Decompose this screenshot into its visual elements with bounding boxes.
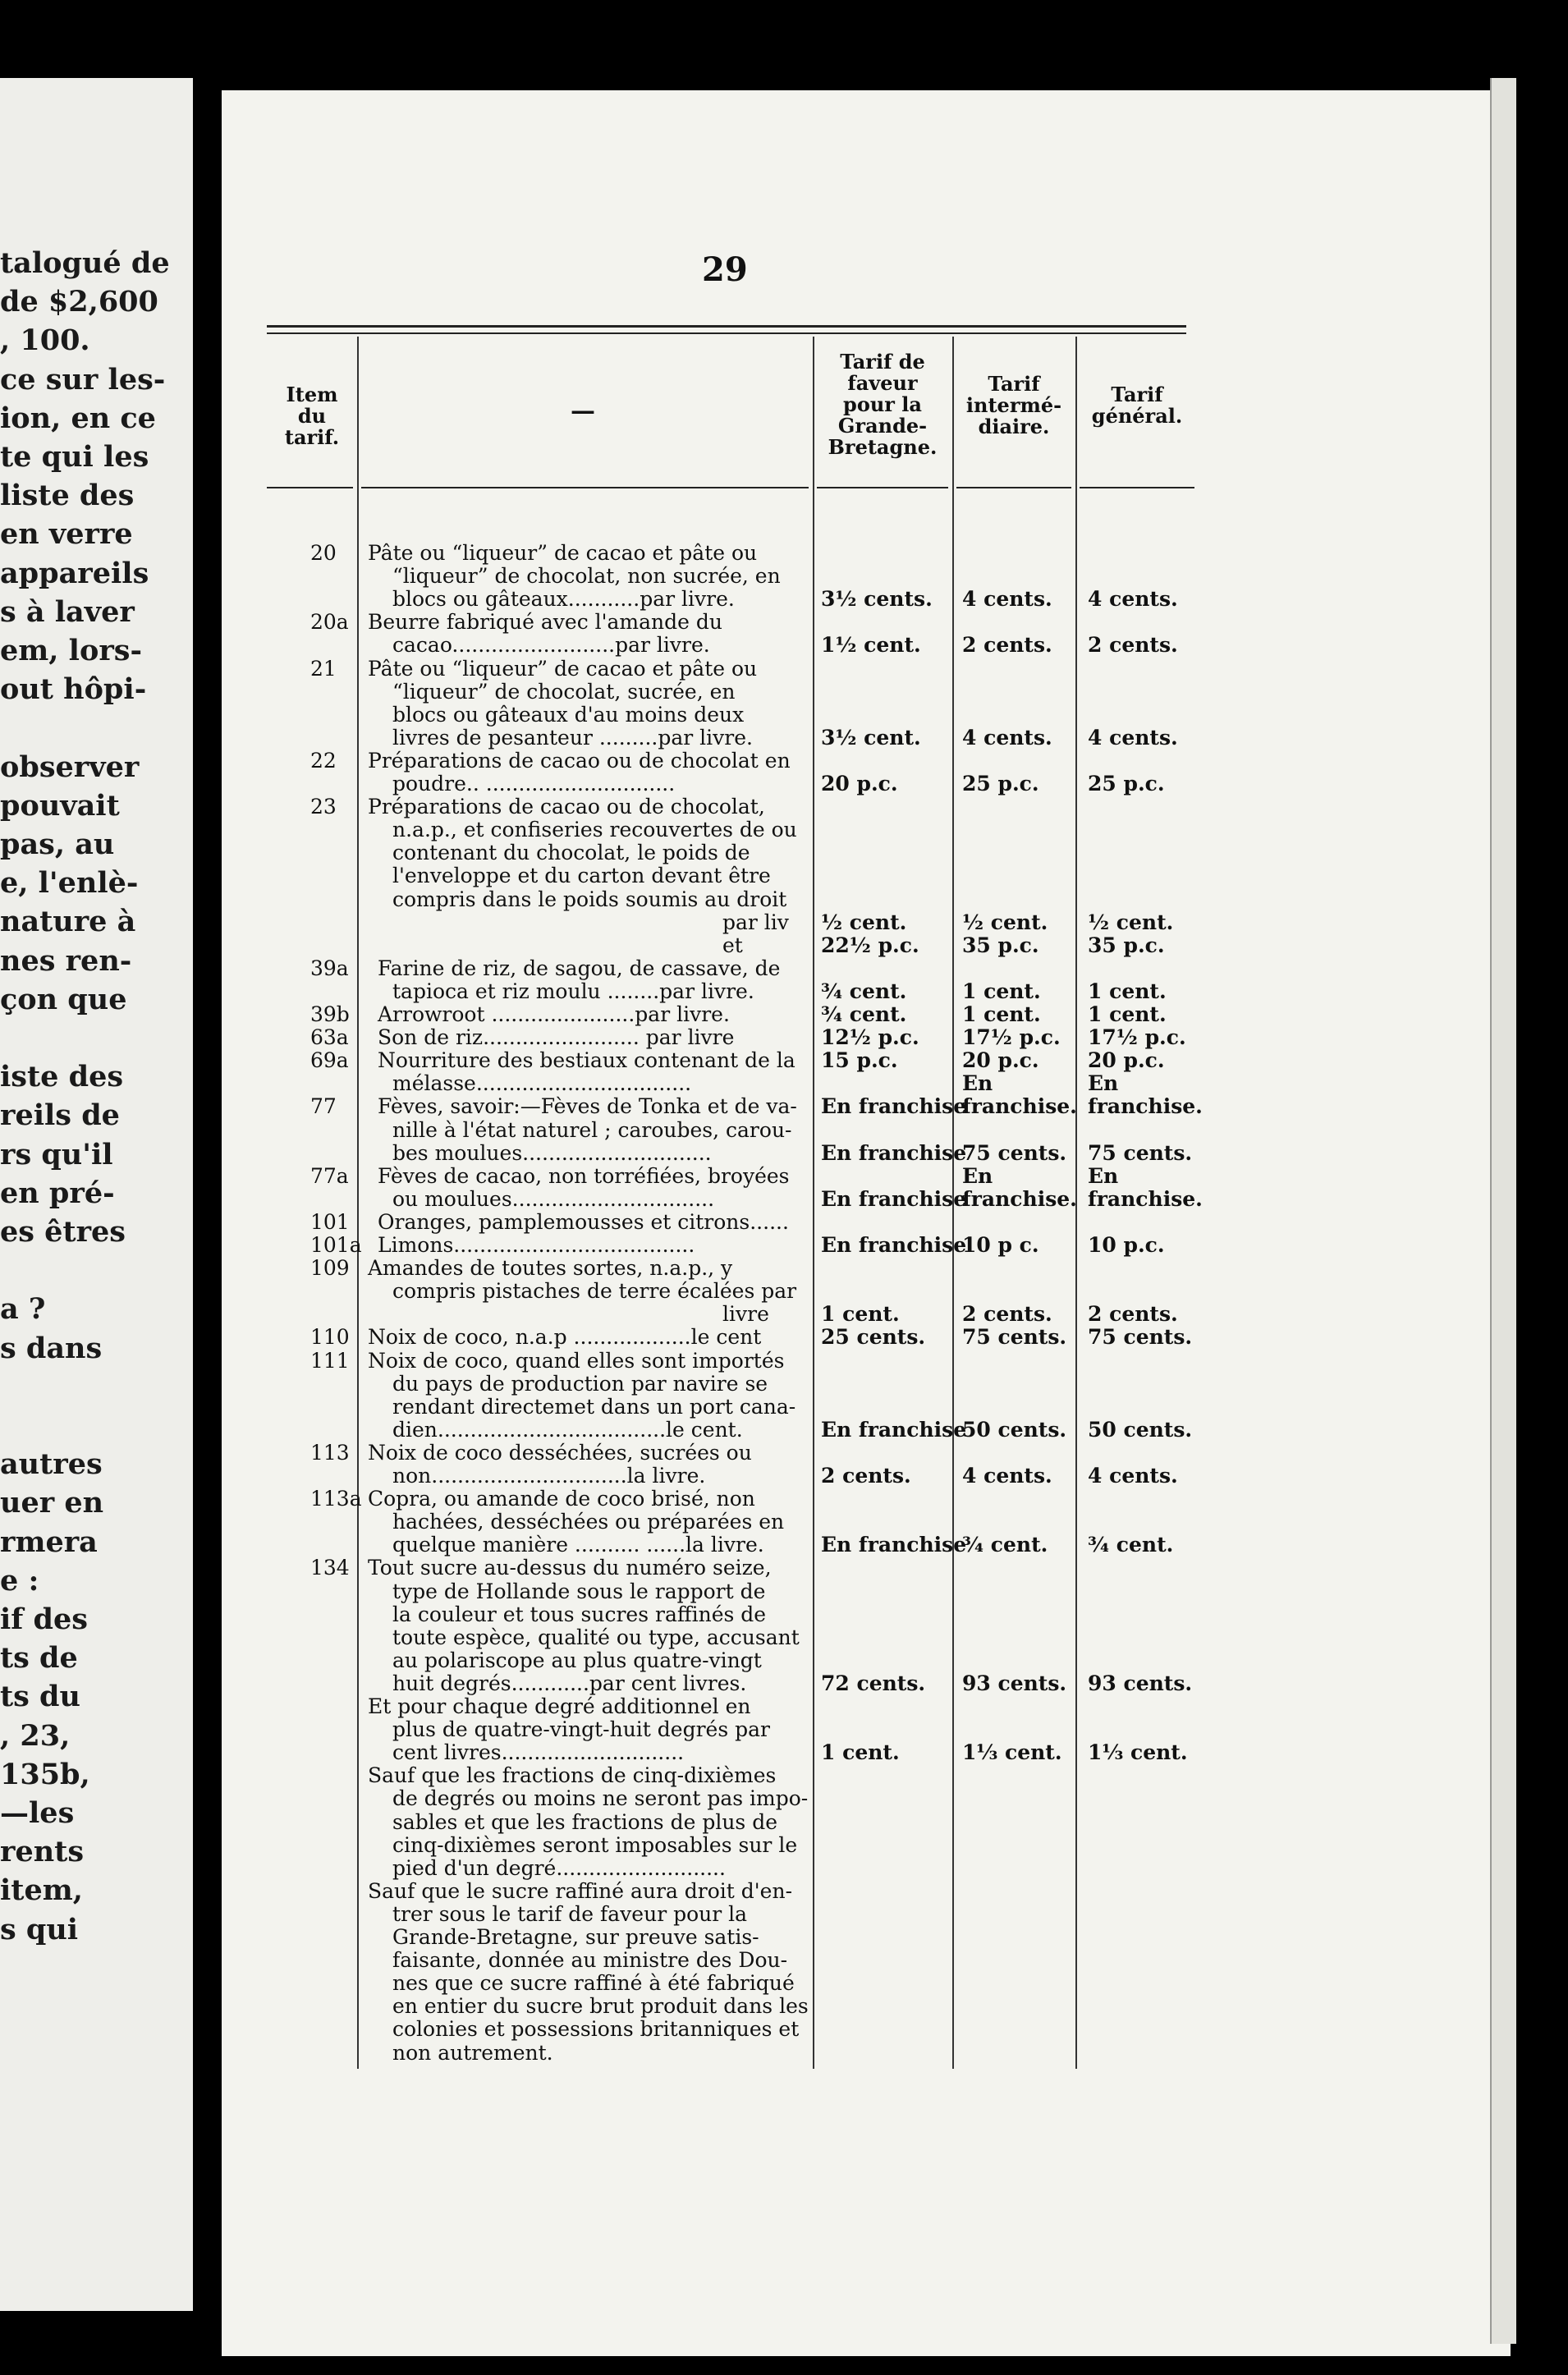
facing-page-line: pas, au [0, 828, 115, 861]
description-line: non..............................la livre. [392, 1464, 706, 1488]
page-number: 29 [702, 250, 748, 289]
description-line: cent livres............................ [392, 1740, 685, 1765]
rate-intermediate: 2 cents. [962, 1302, 1052, 1327]
rate-general: 75 cents. [1088, 1140, 1193, 1165]
description-line: dien...................................le cent. [392, 1417, 743, 1442]
rate-preferential: En franchise [821, 1533, 967, 1557]
tariff-item-number: 20a [310, 610, 349, 635]
rate-intermediate: 75 cents. [962, 1325, 1067, 1350]
facing-page-line: s dans [0, 1331, 103, 1365]
tariff-item-number: 63a [310, 1025, 349, 1050]
rate-intermediate: 2 cents. [962, 633, 1052, 658]
facing-page-line: rents [0, 1835, 85, 1869]
description-line: Oranges, pamplemousses et citrons...... [378, 1209, 789, 1234]
tariff-item-number: 113 [310, 1440, 350, 1465]
rate-general: 2 cents. [1088, 633, 1178, 658]
facing-page-line: e, l'enlè- [0, 866, 139, 901]
description-line: Sauf que les fractions de cinq-dixièmes [368, 1763, 777, 1788]
description-line: livre [722, 1302, 769, 1327]
rate-general: 10 p.c. [1088, 1233, 1165, 1257]
facing-page-line: , 23, [0, 1718, 71, 1753]
facing-page-line: pouvait [0, 788, 120, 823]
facing-page-line: ce sur les- [0, 362, 166, 397]
rate-preferential: 3½ cent. [821, 725, 921, 750]
rate-intermediate: 20 p.c. [962, 1048, 1039, 1073]
facing-page-line: , 100. [0, 323, 90, 358]
rate-general: ¾ cent. [1088, 1533, 1174, 1557]
description-line: compris pistaches de terre écalées par [392, 1279, 797, 1304]
facing-page-line: en pré- [0, 1176, 115, 1210]
rate-general: 25 p.c. [1088, 772, 1165, 795]
description-line: Grande-Bretagne, sur preuve satis- [392, 1925, 759, 1949]
facing-page-line: rs qu'il [0, 1137, 113, 1171]
rate-general: ½ cent. [1088, 910, 1174, 934]
rate-preferential: En franchise [821, 1186, 967, 1211]
rate-general: En [1088, 1163, 1119, 1188]
tariff-item-number: 39a [310, 956, 349, 980]
description-line: type de Hollande sous le rapport de [392, 1579, 766, 1603]
rate-preferential: ½ cent. [821, 910, 907, 934]
rate-preferential: 20 p.c. [821, 772, 898, 795]
description-line: et [722, 933, 743, 957]
rate-preferential: En franchise [821, 1140, 967, 1165]
rate-general: 93 cents. [1088, 1671, 1193, 1695]
rate-general: 1⅓ cent. [1088, 1740, 1188, 1765]
rate-general: 4 cents. [1088, 1464, 1178, 1488]
description-line: compris dans le poids soumis au droit [392, 887, 787, 911]
header-desc: — [571, 397, 595, 425]
rate-preferential: 2 cents. [821, 1464, 911, 1488]
description-line: Fèves de cacao, non torréfiées, broyées [378, 1163, 790, 1188]
rate-general: 1 cent. [1088, 979, 1167, 1003]
tariff-item-number: 23 [310, 795, 337, 819]
rate-general: En [1088, 1071, 1119, 1096]
rate-general: 75 cents. [1088, 1325, 1193, 1350]
rate-preferential: 1½ cent. [821, 633, 921, 658]
rate-intermediate: 25 p.c. [962, 772, 1039, 795]
description-line: bes moulues............................. [392, 1140, 712, 1165]
description-line: blocs ou gâteaux...........par livre. [392, 587, 735, 612]
tariff-item-number: 21 [310, 656, 337, 681]
rate-general: franchise. [1088, 1186, 1203, 1211]
tariff-item-number: 22 [310, 748, 337, 773]
facing-page-line: s qui [0, 1912, 79, 1946]
rate-general: 1 cent. [1088, 1002, 1167, 1026]
description-line: “liqueur” de chocolat, non sucrée, en [392, 564, 781, 589]
rate-intermediate: 17½ p.c. [962, 1025, 1061, 1050]
column-rule-item [357, 337, 359, 2069]
description-line: hachées, desséchées ou préparées en [392, 1510, 785, 1534]
rate-preferential: 1 cent. [821, 1302, 900, 1327]
facing-page-line: es êtres [0, 1215, 126, 1249]
header-rule-desc [361, 487, 809, 488]
tariff-item-number: 39b [310, 1002, 350, 1026]
facing-page-line: reils de [0, 1098, 120, 1133]
description-line: Tout sucre au-dessus du numéro seize, [368, 1556, 772, 1580]
rate-general: 2 cents. [1088, 1302, 1178, 1327]
facing-page-line: autres [0, 1447, 103, 1482]
description-line: huit degrés............par cent livres. [392, 1671, 747, 1695]
description-line: colonies et possessions britanniques et [392, 2017, 800, 2042]
facing-page-line: iste des [0, 1060, 124, 1094]
facing-page-line: e : [0, 1563, 39, 1598]
facing-page-line: em, lors- [0, 634, 142, 667]
tariff-item-number: 134 [310, 1556, 350, 1580]
description-line: tapioca et riz moulu ........par livre. [392, 979, 754, 1003]
facing-page-fragment [0, 78, 193, 2311]
facing-page-line: out hôpi- [0, 672, 147, 707]
description-line: contenant du chocolat, le poids de [392, 841, 750, 865]
description-line: Son de riz........................ par livre [378, 1025, 735, 1050]
description-line: Préparations de cacao ou de chocolat en [368, 748, 791, 773]
facing-page-line: en verre [0, 517, 133, 552]
description-line: Amandes de toutes sortes, n.a.p., y [368, 1256, 733, 1281]
header-inter: Tarif intermé-diaire. [965, 372, 1062, 438]
facing-page-line: çon que [0, 982, 127, 1016]
description-line: la couleur et tous sucres raffinés de [392, 1602, 767, 1626]
description-line: au polariscope au plus quatre-vingt [392, 1648, 762, 1672]
header-general: Tarif général. [1091, 383, 1183, 428]
description-line: ou moulues............................... [392, 1186, 715, 1211]
description-line: Et pour chaque degré additionnel en [368, 1694, 751, 1718]
facing-page-line: ion, en ce [0, 401, 156, 435]
description-line: cinq-dixièmes seront imposables sur le [392, 1832, 798, 1857]
facing-page-line: rmera [0, 1524, 98, 1559]
rate-general: 50 cents. [1088, 1417, 1193, 1442]
description-line: rendant directemet dans un port cana- [392, 1394, 796, 1419]
page-edge [1490, 78, 1516, 2344]
rate-general: 4 cents. [1088, 587, 1178, 612]
description-line: cacao.........................par livre. [392, 633, 710, 658]
description-line: Farine de riz, de sagou, de cassave, de [378, 956, 781, 980]
description-line: Limons..................................... [378, 1233, 695, 1257]
tariff-item-number: 109 [310, 1256, 350, 1281]
header-rule-pref [817, 487, 948, 488]
rate-preferential: En franchise [821, 1094, 967, 1119]
rate-preferential: 25 cents. [821, 1325, 926, 1350]
facing-page-line: talogué de [0, 246, 170, 280]
tariff-item-number: 77a [310, 1163, 349, 1188]
book-gutter [197, 94, 220, 2327]
header-rule-item [267, 487, 353, 488]
description-line: livres de pesanteur .........par livre. [392, 725, 753, 750]
description-line: faisante, donnée au ministre des Dou- [392, 1948, 788, 1973]
description-line: de degrés ou moins ne seront pas impo- [392, 1786, 809, 1811]
tariff-item-number: 101a [310, 1233, 362, 1257]
description-line: non autrement. [392, 2040, 553, 2065]
rate-preferential: ¾ cent. [821, 979, 907, 1003]
facing-page-line: item, [0, 1873, 83, 1908]
tariff-item-number: 101 [310, 1209, 350, 1234]
description-line: Arrowroot ......................par livre. [378, 1002, 730, 1026]
tariff-item-number: 20 [310, 541, 337, 565]
description-line: plus de quatre-vingt-huit degrés par [392, 1717, 770, 1742]
description-line: Noix de coco, quand elles sont importés [368, 1348, 785, 1373]
description-line: nes que ce sucre raffiné à été fabriqué [392, 1971, 795, 1996]
tariff-item-number: 113a [310, 1487, 362, 1511]
rate-general: 20 p.c. [1088, 1048, 1165, 1073]
description-line: n.a.p., et confiseries recouvertes de ou [392, 818, 797, 842]
rate-intermediate: 1⅓ cent. [962, 1740, 1062, 1765]
facing-page-line: ts de [0, 1641, 78, 1676]
facing-page-line: liste des [0, 479, 135, 513]
description-line: Nourriture des bestiaux contenant de la [378, 1048, 795, 1073]
facing-page-line: appareils [0, 556, 149, 590]
rate-intermediate: ¾ cent. [962, 1533, 1048, 1557]
description-line: nille à l'état naturel ; caroubes, carou- [392, 1117, 792, 1142]
description-line: Sauf que le sucre raffiné aura droit d'en- [368, 1878, 793, 1903]
description-line: Pâte ou “liqueur” de cacao et pâte ou [368, 656, 758, 681]
description-line: blocs ou gâteaux d'au moins deux [392, 702, 745, 727]
tariff-item-number: 69a [310, 1048, 349, 1073]
rate-intermediate: franchise. [962, 1186, 1077, 1211]
rate-general: 4 cents. [1088, 725, 1178, 750]
tariff-item-number: 111 [310, 1348, 350, 1373]
description-line: sables et que les fractions de plus de [392, 1809, 778, 1834]
description-line: Noix de coco desséchées, sucrées ou [368, 1440, 752, 1465]
rate-preferential: 15 p.c. [821, 1048, 898, 1073]
description-line: mélasse................................. [392, 1071, 692, 1096]
facing-page-line: nes ren- [0, 943, 132, 978]
rate-preferential: En franchise [821, 1417, 967, 1442]
description-line: en entier du sucre brut produit dans les [392, 1994, 809, 2019]
rate-intermediate: franchise. [962, 1094, 1077, 1119]
description-line: toute espèce, qualité ou type, accusant [392, 1625, 800, 1649]
facing-page-line: if des [0, 1602, 88, 1636]
rate-general: franchise. [1088, 1094, 1203, 1119]
rate-intermediate: 1 cent. [962, 979, 1041, 1003]
description-line: par liv [722, 910, 789, 934]
description-line: “liqueur” de chocolat, sucrée, en [392, 679, 736, 704]
rate-preferential: 12½ p.c. [821, 1025, 919, 1050]
description-line: pied d'un degré.......................... [392, 1855, 726, 1880]
facing-page-line: s à laver [0, 594, 135, 629]
rate-preferential: En franchise [821, 1233, 967, 1257]
facing-page-line: —les [0, 1796, 75, 1830]
tariff-item-number: 110 [310, 1325, 350, 1350]
description-line: poudre.. ............................. [392, 772, 676, 795]
rate-intermediate: 75 cents. [962, 1140, 1067, 1165]
description-line: Pâte ou “liqueur” de cacao et pâte ou [368, 541, 758, 565]
top-rule [267, 325, 1186, 328]
description-line: trer sous le tarif de faveur pour la [392, 1901, 748, 1926]
rate-preferential: 1 cent. [821, 1740, 900, 1765]
facing-page-line: observer [0, 750, 140, 784]
description-line: quelque manière .......... ......la livre. [392, 1533, 764, 1557]
rate-preferential: 3½ cents. [821, 587, 933, 612]
rate-intermediate: 1 cent. [962, 1002, 1041, 1026]
rate-general: 35 p.c. [1088, 933, 1165, 957]
description-line: du pays de production par navire se [392, 1371, 768, 1396]
rate-intermediate: ½ cent. [962, 910, 1048, 934]
tariff-item-number: 77 [310, 1094, 337, 1119]
rate-intermediate: 4 cents. [962, 1464, 1052, 1488]
header-rule-inter [956, 487, 1071, 488]
header-item: Item du tarif. [284, 383, 340, 449]
rate-general: 17½ p.c. [1088, 1025, 1186, 1050]
description-line: Préparations de cacao ou de chocolat, [368, 795, 765, 819]
facing-page-line: a ? [0, 1292, 46, 1327]
rate-intermediate: 4 cents. [962, 587, 1052, 612]
rate-intermediate: 35 p.c. [962, 933, 1039, 957]
facing-page-line: nature à [0, 905, 136, 939]
rate-intermediate: En [962, 1163, 993, 1188]
header-pref: Tarif de faveur pour la Grande-Bretagne. [828, 350, 938, 459]
facing-page-line: te qui les [0, 440, 149, 474]
facing-page-line: 135b, [0, 1757, 90, 1791]
rate-preferential: 72 cents. [821, 1671, 926, 1695]
rate-preferential: 22½ p.c. [821, 933, 919, 957]
header-rule-general [1080, 487, 1194, 488]
facing-page-line: ts du [0, 1680, 80, 1714]
rate-intermediate: 50 cents. [962, 1417, 1067, 1442]
column-rule-desc [813, 337, 814, 2069]
description-line: Beurre fabriqué avec l'amande du [368, 610, 722, 635]
facing-page-line: de $2,600 [0, 285, 158, 319]
description-line: Noix de coco, n.a.p ..................le cent [368, 1325, 762, 1350]
description-line: l'enveloppe et du carton devant être [392, 864, 771, 888]
description-line: Fèves, savoir:—Fèves de Tonka et de va- [378, 1094, 797, 1119]
description-line: Copra, ou amande de coco brisé, non [368, 1487, 755, 1511]
rate-intermediate: 10 p c. [962, 1233, 1039, 1257]
rate-intermediate: 93 cents. [962, 1671, 1067, 1695]
top-rule-2 [267, 332, 1186, 334]
rate-preferential: ¾ cent. [821, 1002, 907, 1026]
rate-intermediate: En [962, 1071, 993, 1096]
facing-page-line: uer en [0, 1486, 104, 1520]
rate-intermediate: 4 cents. [962, 725, 1052, 750]
